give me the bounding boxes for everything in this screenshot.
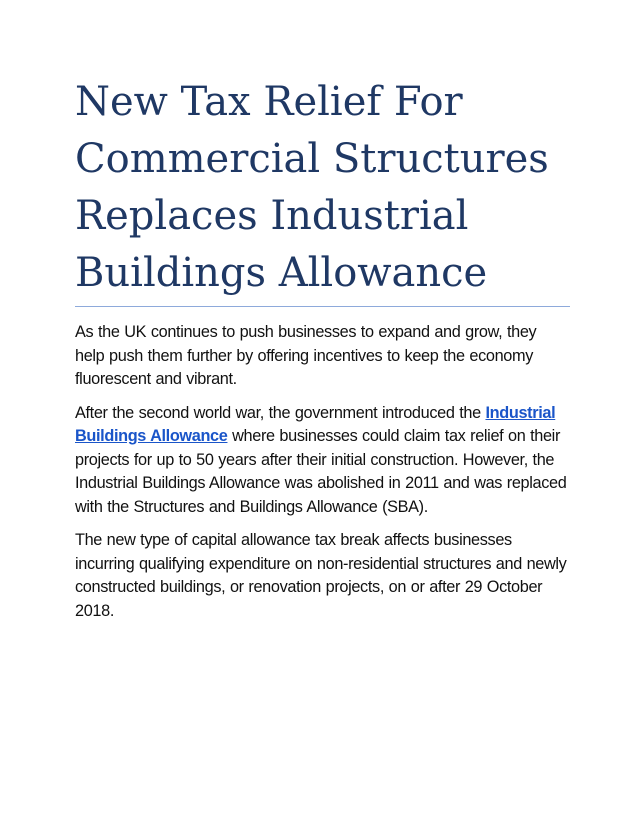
document-page [75,74,570,633]
page-title: New Tax Relief For Commercial Structures Replaces Industrial Buildings Allowance [75,79,549,296]
paragraph-intro: As the UK continues to push businesses to expand and grow, they help push them further by offering incentives to keep the economy fluorescent and vibrant. [75,323,537,388]
paragraph-new-allowance: The new type of capital allowance tax break affects businesses incurring qualifying expenditure on non-residential structures and newly constructed buildings, or renovation projects, on or after 29 October 2018. [75,531,567,620]
industrial-buildings-allowance-link[interactable]: Industrial Buildings Allowance [75,403,556,445]
title-divider [75,306,570,307]
paragraph-history-text-end: where businesses could claim tax relief on their projects for up to 50 years after their initial construction. However, the Industrial Buildings Allowance was abolished in 2011 and was replaced with the Structures and Buildings Allowance (SBA). [75,427,567,516]
paragraph-history [75,402,570,520]
paragraph-history-text-start: After the second world war, the government introduced the [75,403,486,422]
